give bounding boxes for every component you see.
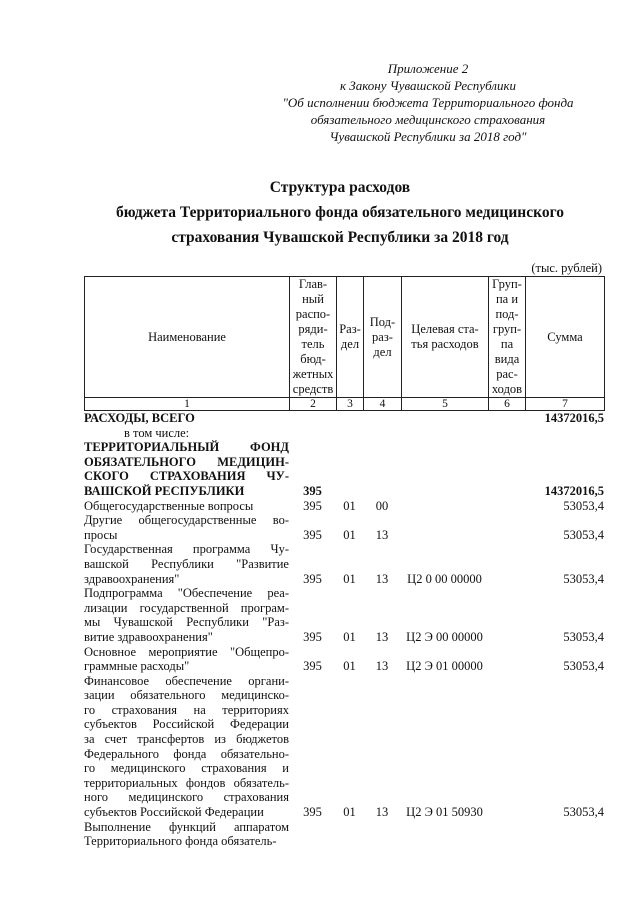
cell-main-manager: 395 — [303, 483, 322, 498]
cell-target-article — [401, 499, 488, 514]
col-number: 7 — [526, 398, 605, 411]
col-number: 4 — [364, 398, 402, 411]
row-name-line: го страхования на территориях — [84, 702, 289, 717]
cell-sum: 53053,4 — [563, 527, 604, 542]
row-name-line: Государственная программа Чу- — [84, 542, 289, 557]
row-name-line: за счет трансфертов из бюджетов — [84, 732, 289, 747]
cell-subsection: 13 — [375, 805, 389, 820]
cell-expense-group — [488, 513, 525, 542]
cell-sum: 14372016,5 — [544, 411, 604, 425]
header-target-article: Целевая ста- тья расходов — [402, 277, 489, 398]
cell-section: 01 — [343, 629, 356, 644]
cell-main-manager: 395 — [303, 498, 322, 513]
row-name — [84, 411, 289, 426]
cell-subsection: 13 — [375, 659, 389, 674]
table-row — [84, 542, 604, 586]
units-label: (тыс. рублей) — [531, 261, 602, 275]
cell-target-article — [401, 820, 488, 849]
cell-sum: 53053,4 — [563, 571, 604, 586]
col-number: 2 — [290, 398, 337, 411]
row-name — [84, 586, 289, 644]
cell-main-manager: 395 — [303, 805, 322, 820]
row-name — [84, 513, 289, 542]
cell-section — [336, 411, 363, 426]
row-name-line: СКОГО СТРАХОВАНИЯ ЧУ- — [84, 469, 289, 484]
cell-section: 01 — [343, 659, 356, 674]
title-line: страхования Чувашской Республики за 2018 год — [171, 229, 509, 246]
header-main-manager: Глав- ный распо- ряди- тель бюд- жетных средств — [290, 277, 337, 398]
cell-main-manager: 395 — [303, 659, 322, 674]
col-number: 5 — [402, 398, 489, 411]
row-name-line: Финансовое обеспечение органи- — [84, 673, 289, 688]
row-name-line: вашской Республики "Развитие — [84, 556, 289, 571]
annex-line: обязательного медицинского страхования — [310, 112, 546, 127]
row-name — [84, 440, 289, 498]
cell-section: 01 — [343, 498, 356, 513]
cell-sum: 53053,4 — [563, 498, 604, 513]
table-row — [84, 440, 604, 498]
header-sum: Сумма — [526, 277, 605, 398]
row-name-line: зации обязательного медицинско- — [84, 688, 289, 703]
cell-expense-group — [488, 820, 525, 849]
cell-main-manager — [289, 426, 336, 441]
cell-expense-group — [488, 411, 525, 426]
table-row — [84, 426, 604, 441]
annex-line: Чувашской Республики за 2018 год" — [329, 129, 527, 144]
cell-subsection: 13 — [375, 527, 389, 542]
title-line: Структура расходов — [269, 179, 411, 196]
row-name-line: ОБЯЗАТЕЛЬНОГО МЕДИЦИН- — [84, 454, 289, 469]
row-name-line: мы Чувашской Республики "Раз- — [84, 615, 289, 630]
cell-target-article: Ц2 Э 01 50930 — [406, 805, 483, 820]
col-number: 1 — [85, 398, 290, 411]
row-name — [84, 674, 289, 820]
cell-expense-group — [488, 440, 525, 498]
header-expense-group: Груп- па и под- груп- па вида рас- ходов — [489, 277, 526, 398]
table-row — [84, 586, 604, 644]
cell-expense-group — [488, 586, 525, 644]
cell-section — [336, 820, 363, 849]
cell-subsection — [363, 411, 401, 426]
cell-expense-group — [488, 645, 525, 674]
cell-section — [336, 440, 363, 498]
cell-sum — [525, 426, 604, 441]
cell-main-manager: 395 — [303, 527, 322, 542]
cell-target-article — [401, 411, 488, 426]
row-name-line: субъектов Российской Федерации — [84, 805, 264, 820]
table-row — [84, 411, 604, 426]
row-name-line: Выполнение функций аппаратом — [84, 819, 289, 834]
annex-line: к Закону Чувашской Республики — [339, 78, 517, 93]
row-name-line: РАСХОДЫ, ВСЕГО — [84, 411, 195, 425]
cell-sum — [525, 820, 604, 849]
cell-expense-group — [488, 499, 525, 514]
cell-main-manager — [289, 820, 336, 849]
cell-subsection — [363, 440, 401, 498]
annex-line: Приложение 2 — [387, 61, 469, 76]
cell-sum: 53053,4 — [563, 805, 604, 820]
row-name-line: го медицинского страхования и — [84, 761, 289, 776]
cell-sum: 53053,4 — [563, 629, 604, 644]
cell-target-article — [401, 426, 488, 441]
header-name: Наименование — [85, 277, 290, 398]
cell-expense-group — [488, 542, 525, 586]
cell-sum: 53053,4 — [563, 659, 604, 674]
cell-subsection: 13 — [375, 571, 389, 586]
cell-main-manager: 395 — [303, 571, 322, 586]
row-name-line: территориальных фондов обязатель- — [84, 775, 289, 790]
row-name-line: витие здравоохранения" — [84, 629, 213, 644]
cell-section — [336, 426, 363, 441]
cell-subsection — [363, 820, 401, 849]
row-name-line: ВАШСКОЙ РЕСПУБЛИКИ — [84, 483, 245, 498]
cell-subsection — [363, 426, 401, 441]
row-name-line: ТЕРРИТОРИАЛЬНЫЙ ФОНД — [84, 440, 289, 455]
cell-section: 01 — [343, 571, 356, 586]
annex-header — [258, 60, 598, 145]
row-name — [84, 426, 289, 441]
cell-expense-group — [488, 674, 525, 820]
row-name-line: граммные расходы" — [84, 659, 190, 674]
cell-subsection: 00 — [375, 498, 389, 513]
cell-expense-group — [488, 426, 525, 441]
cell-section: 01 — [343, 527, 356, 542]
row-name — [84, 499, 289, 514]
row-name-line: просы — [84, 527, 118, 542]
cell-main-manager: 395 — [303, 629, 322, 644]
row-name-line: Другие общегосударственные во- — [84, 513, 289, 528]
cell-target-article: Ц2 0 00 00000 — [407, 571, 482, 586]
table-row — [84, 499, 604, 514]
table-row — [84, 820, 604, 849]
cell-target-article: Ц2 Э 00 00000 — [406, 629, 483, 644]
cell-main-manager — [289, 411, 336, 426]
row-name-line: Федерального фонда обязательно- — [84, 746, 289, 761]
cell-target-article — [401, 440, 488, 498]
table-row — [84, 645, 604, 674]
cell-target-article: Ц2 Э 01 00000 — [406, 659, 483, 674]
document-title — [40, 175, 640, 250]
row-name — [84, 542, 289, 586]
header-section: Раз- дел — [337, 277, 364, 398]
col-number: 6 — [489, 398, 526, 411]
row-name-line: в том числе: — [124, 425, 190, 440]
row-name-line: ного медицинского страхования — [84, 790, 289, 805]
row-name-line: субъектов Российской Федерации — [84, 717, 289, 732]
table-row — [84, 674, 604, 820]
table-header — [84, 276, 605, 411]
row-name-line: здравоохранения" — [84, 571, 180, 586]
row-name — [84, 645, 289, 674]
row-name-line: лизации государственной програм- — [84, 600, 289, 615]
row-name-line: Территориального фонда обязатель- — [84, 834, 277, 849]
cell-target-article — [401, 513, 488, 542]
row-name-line: Общегосударственные вопросы — [84, 498, 254, 513]
row-name-line: Подпрограмма "Обеспечение реа- — [84, 586, 289, 601]
annex-line: "Об исполнении бюджета Территориального фонда — [282, 95, 574, 110]
cell-section: 01 — [343, 805, 356, 820]
row-name-line: Основное мероприятие "Общепро- — [84, 644, 289, 659]
col-number: 3 — [337, 398, 364, 411]
expense-table-body — [84, 411, 604, 849]
cell-subsection: 13 — [375, 629, 389, 644]
header-subsection: Под- раз- дел — [364, 277, 402, 398]
title-line: бюджета Территориального фонда обязательного медицинского — [116, 204, 564, 221]
row-name — [84, 820, 289, 849]
cell-sum: 14372016,5 — [544, 483, 604, 498]
table-row — [84, 513, 604, 542]
